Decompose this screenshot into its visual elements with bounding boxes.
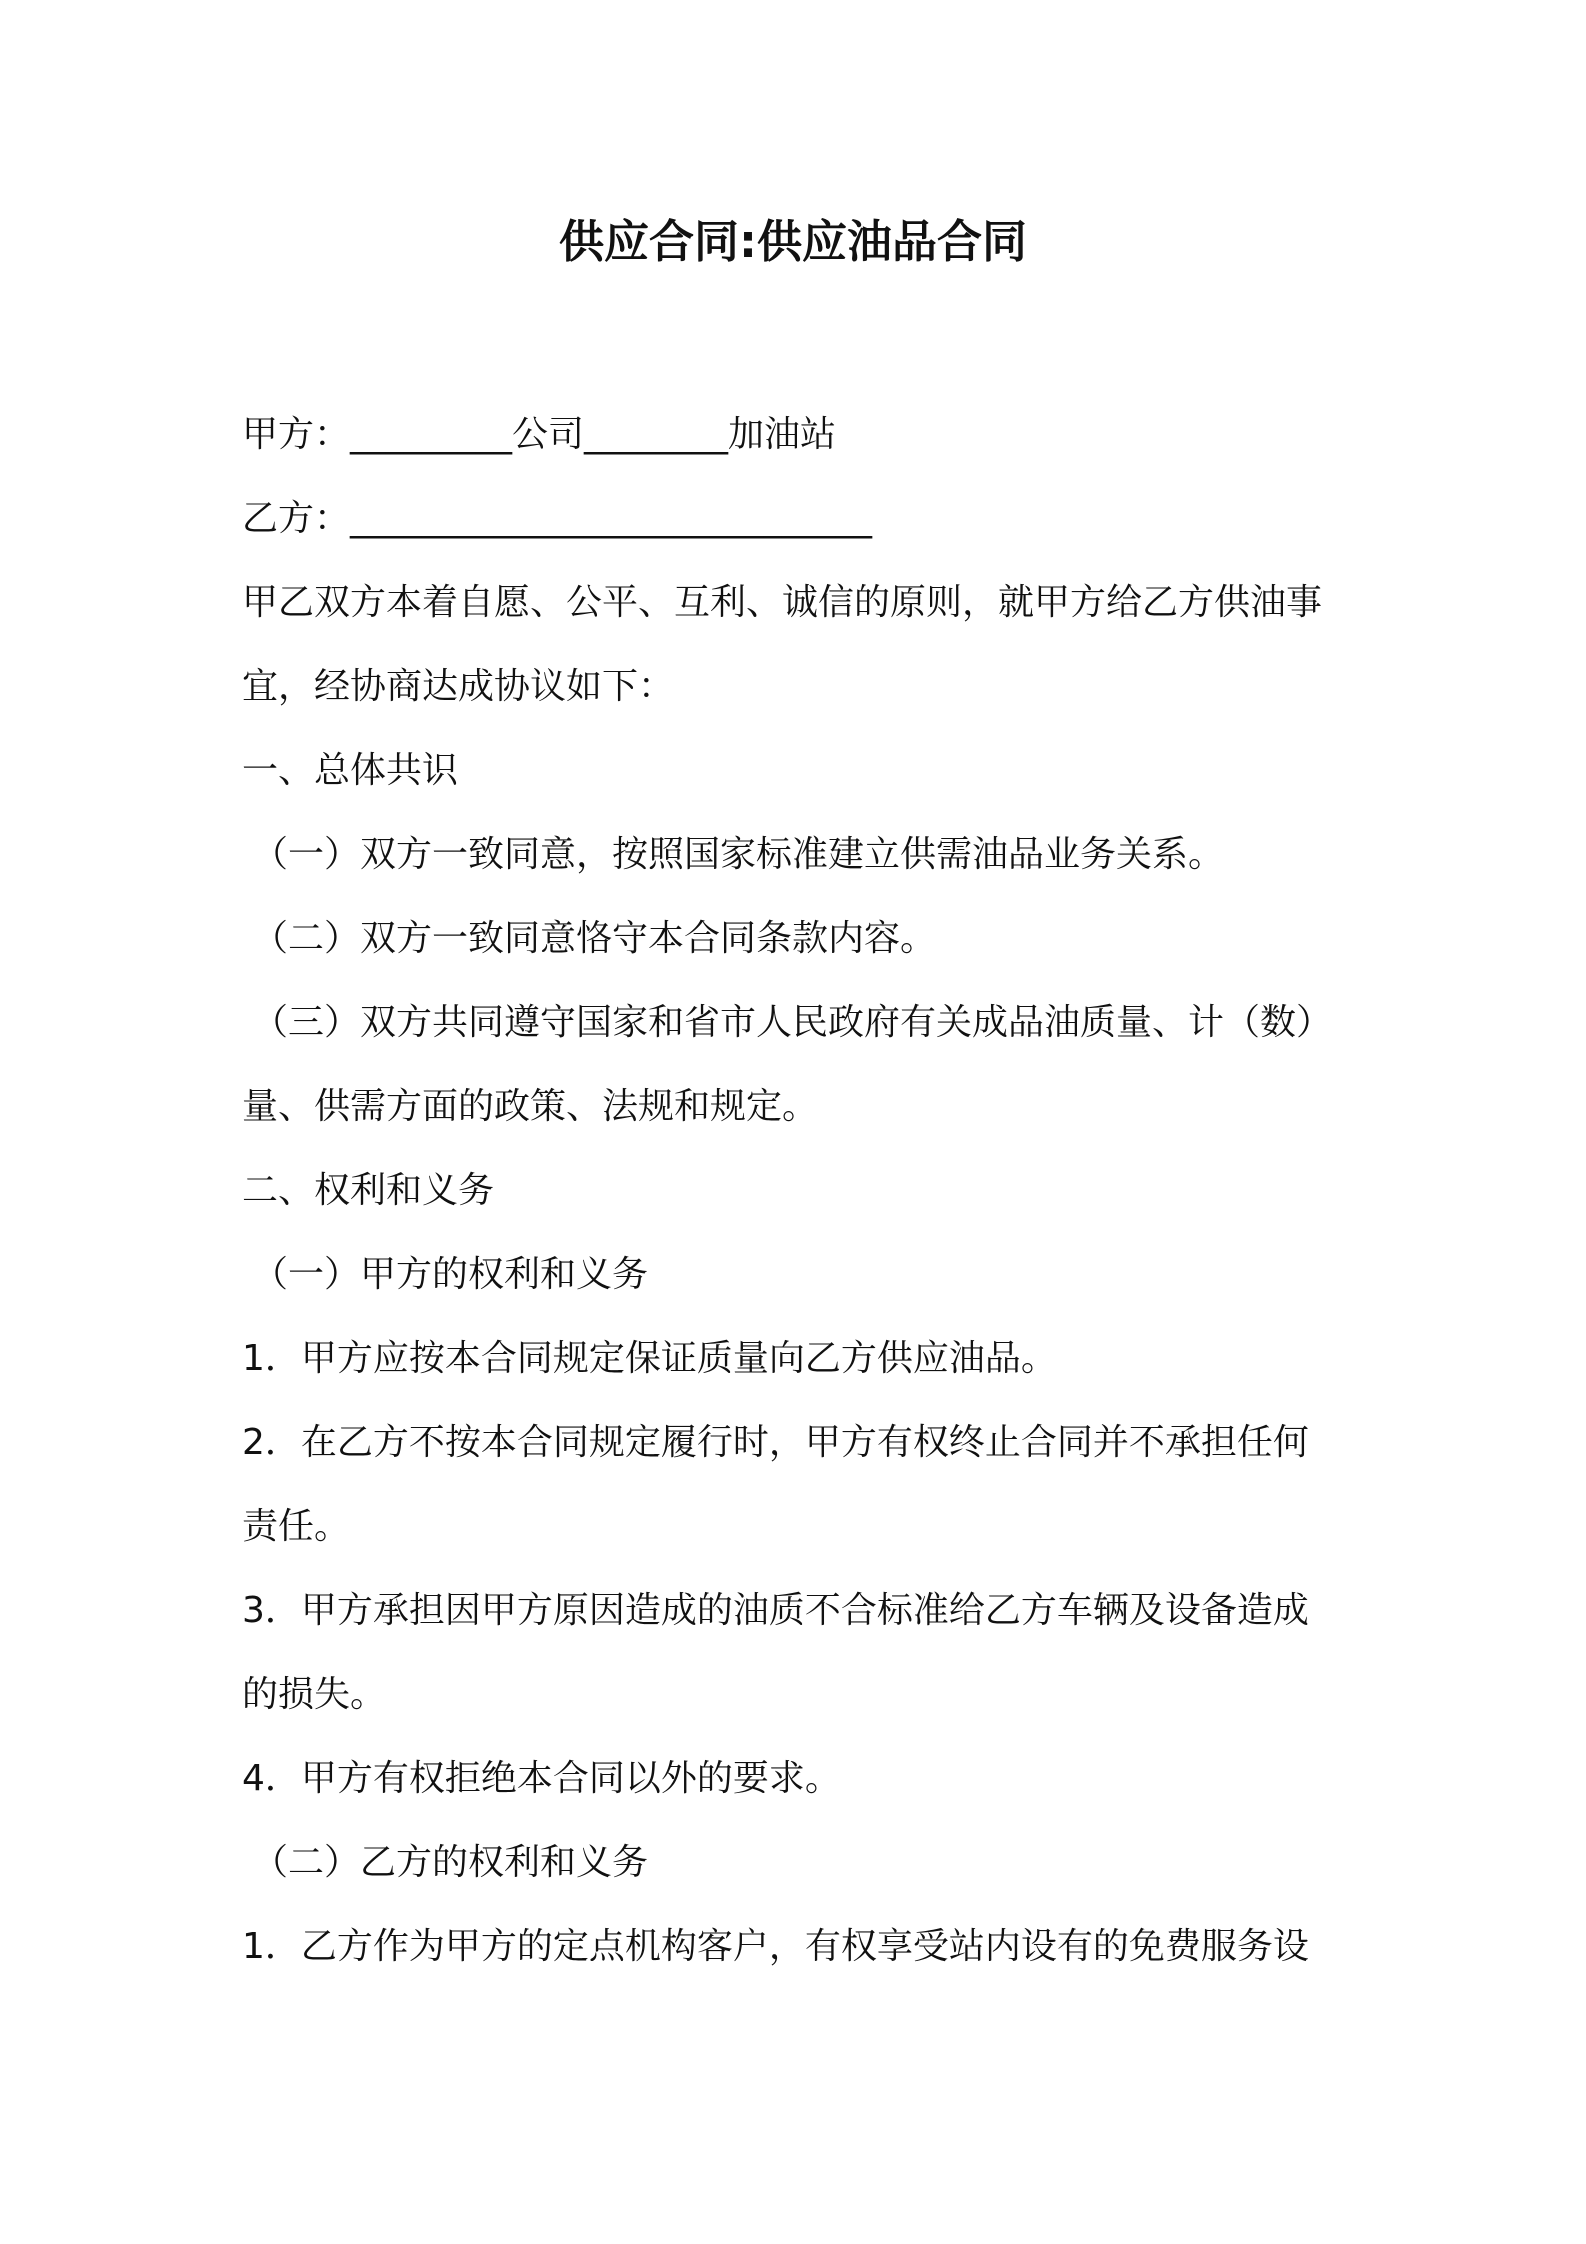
section-heading-1: 一、总体共识 [242, 750, 459, 791]
document-title: 供应合同:供应油品合同 [559, 215, 1027, 268]
party-b-line: 乙方：_____________________________ [242, 498, 873, 539]
item-2-1-2-line-1: 2．在乙方不按本合同规定履行时，甲方有权终止合同并不承担任何 [242, 1422, 1309, 1463]
item-2-1-3-line-2: 的损失。 [242, 1674, 387, 1715]
item-2-1-1: 1．甲方应按本合同规定保证质量向乙方供应油品。 [242, 1338, 1057, 1379]
preamble-line-1: 甲乙双方本着自愿、公平、互利、诚信的原则，就甲方给乙方供油事 [242, 582, 1323, 623]
clause-1-1: （一）双方一致同意，按照国家标准建立供需油品业务关系。 [252, 834, 1225, 875]
subsection-heading-2-1: （一）甲方的权利和义务 [252, 1254, 649, 1295]
clause-1-2: （二）双方一致同意恪守本合同条款内容。 [252, 918, 937, 959]
clause-1-3-line-1: （三）双方共同遵守国家和省市人民政府有关成品油质量、计（数） [252, 1002, 1333, 1043]
item-2-1-3-line-1: 3．甲方承担因甲方原因造成的油质不合标准给乙方车辆及设备造成 [242, 1590, 1309, 1631]
preamble-line-2: 宜，经协商达成协议如下： [242, 666, 675, 707]
party-a-line: 甲方：_________公司________加油站 [242, 414, 837, 455]
clause-1-3-line-2: 量、供需方面的政策、法规和规定。 [242, 1086, 819, 1127]
item-2-2-1-line-1: 1．乙方作为甲方的定点机构客户，有权享受站内设有的免费服务设 [242, 1926, 1309, 1967]
item-2-1-4: 4．甲方有权拒绝本合同以外的要求。 [242, 1758, 841, 1799]
subsection-heading-2-2: （二）乙方的权利和义务 [252, 1842, 649, 1883]
item-2-1-2-line-2: 责任。 [242, 1506, 351, 1547]
section-heading-2: 二、权利和义务 [242, 1170, 495, 1211]
